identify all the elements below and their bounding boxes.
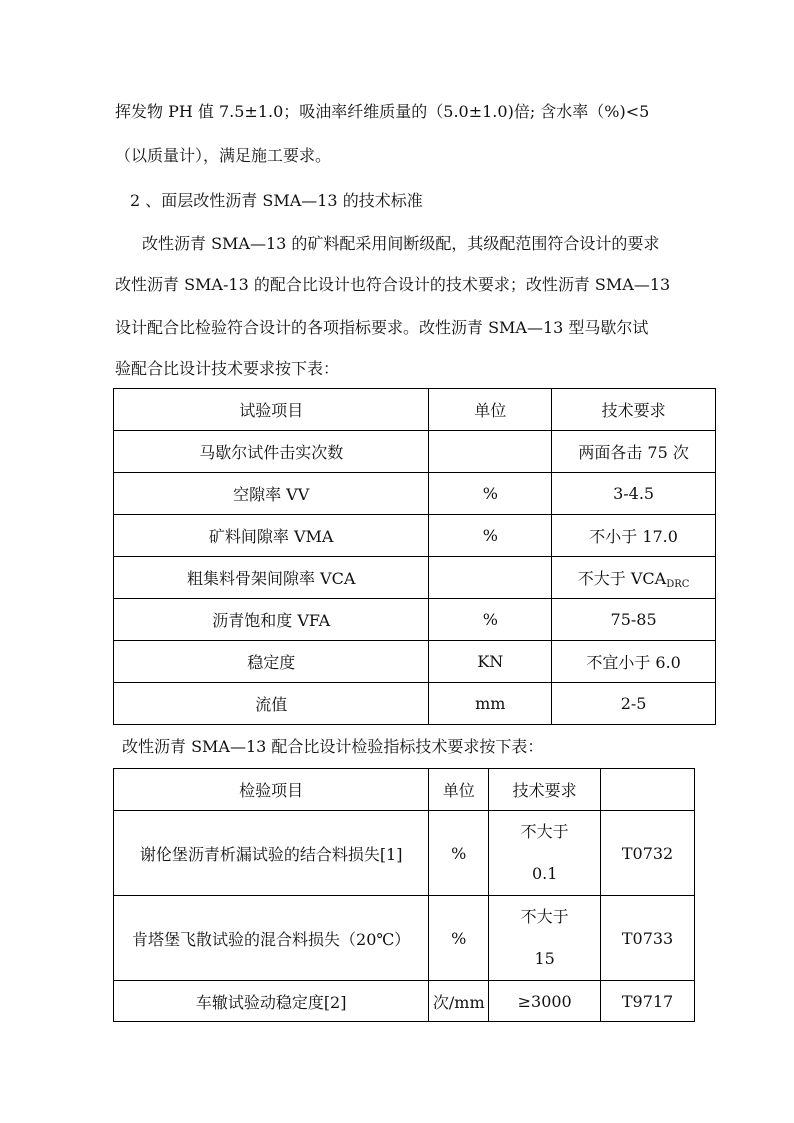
requirement (489, 811, 601, 896)
table-row (114, 641, 716, 683)
paragraph-1-line-1: 挥发物 PH 值 7.5±1.0；吸油率纤维质量的（5.0±1.0)倍; 含水率（%)<5 (115, 102, 650, 121)
requirement (552, 557, 716, 599)
unit: % (429, 515, 552, 557)
table-row (114, 811, 695, 896)
check-item: 肯塔堡飞散试验的混合料损失（20℃） (114, 896, 429, 981)
test-item: 沥青饱和度 VFA (114, 599, 429, 641)
test-item: 稳定度 (114, 641, 429, 683)
table-row (114, 515, 716, 557)
paragraph-2-line-1: 改性沥青 SMA—13 的矿料配采用间断级配，其级配范围符合设计的要求 (142, 234, 660, 253)
table-2-caption: 改性沥青 SMA—13 配合比设计检验指标技术要求按下表： (122, 737, 544, 756)
table-row (114, 473, 716, 515)
vca-subscript: DRC (666, 578, 690, 590)
test-item: 空隙率 VV (114, 473, 429, 515)
unit (429, 431, 552, 473)
table-header-row (114, 769, 695, 811)
test-method: T0733 (601, 896, 695, 981)
requirement: 2-5 (552, 683, 716, 725)
header-method (601, 769, 695, 811)
table-row (114, 896, 695, 981)
table-row (114, 557, 716, 599)
test-method: T0732 (601, 811, 695, 896)
test-item: 马歇尔试件击实次数 (114, 431, 429, 473)
requirement: 3-4.5 (552, 473, 716, 515)
requirement: 两面各击 75 次 (552, 431, 716, 473)
paragraph-2-line-4: 验配合比设计技术要求按下表： (115, 359, 340, 378)
marshall-requirements-table (113, 388, 716, 725)
check-item: 车辙试验动稳定度[2] (114, 981, 429, 1022)
vca-requirement-text: 不大于 VCA (577, 568, 667, 588)
requirement: 75-85 (552, 599, 716, 641)
unit: % (429, 896, 489, 981)
unit (429, 557, 552, 599)
requirement: ≥3000 (489, 981, 601, 1022)
requirement-line-2: 0.1 (531, 864, 558, 883)
header-requirement: 技术要求 (552, 389, 716, 431)
section-heading-2: 2 、面层改性沥青 SMA—13 的技术标准 (130, 191, 423, 210)
header-test-item: 试验项目 (114, 389, 429, 431)
table-row (114, 981, 695, 1022)
paragraph-2-line-3: 设计配合比检验符合设计的各项指标要求。改性沥青 SMA—13 型马歇尔试 (115, 318, 649, 337)
table-row (114, 431, 716, 473)
requirement-line-1: 不大于 (520, 907, 569, 926)
requirement: 不宜小于 6.0 (552, 641, 716, 683)
requirement: 不小于 17.0 (552, 515, 716, 557)
paragraph-2-line-2: 改性沥青 SMA-13 的配合比设计也符合设计的技术要求；改性沥青 SMA—13 (115, 275, 671, 294)
requirement (489, 896, 601, 981)
unit: % (429, 473, 552, 515)
header-check-item: 检验项目 (114, 769, 429, 811)
test-method: T9717 (601, 981, 695, 1022)
table-row (114, 599, 716, 641)
header-requirement: 技术要求 (489, 769, 601, 811)
header-unit: 单位 (429, 389, 552, 431)
check-item: 谢伦堡沥青析漏试验的结合料损失[1] (114, 811, 429, 896)
table-header-row (114, 389, 716, 431)
unit: KN (429, 641, 552, 683)
test-item: 矿料间隙率 VMA (114, 515, 429, 557)
requirement-line-2: 15 (534, 949, 555, 968)
unit: % (429, 811, 489, 896)
paragraph-1-line-2: （以质量计），满足施工要求。 (115, 146, 332, 165)
header-unit: 单位 (429, 769, 489, 811)
requirement-line-1: 不大于 (520, 822, 569, 841)
mix-check-table (113, 768, 695, 1022)
unit: 次/mm (429, 981, 489, 1022)
unit: % (429, 599, 552, 641)
table-row (114, 683, 716, 725)
test-item: 粗集料骨架间隙率 VCA (114, 557, 429, 599)
unit: mm (429, 683, 552, 725)
test-item: 流值 (114, 683, 429, 725)
